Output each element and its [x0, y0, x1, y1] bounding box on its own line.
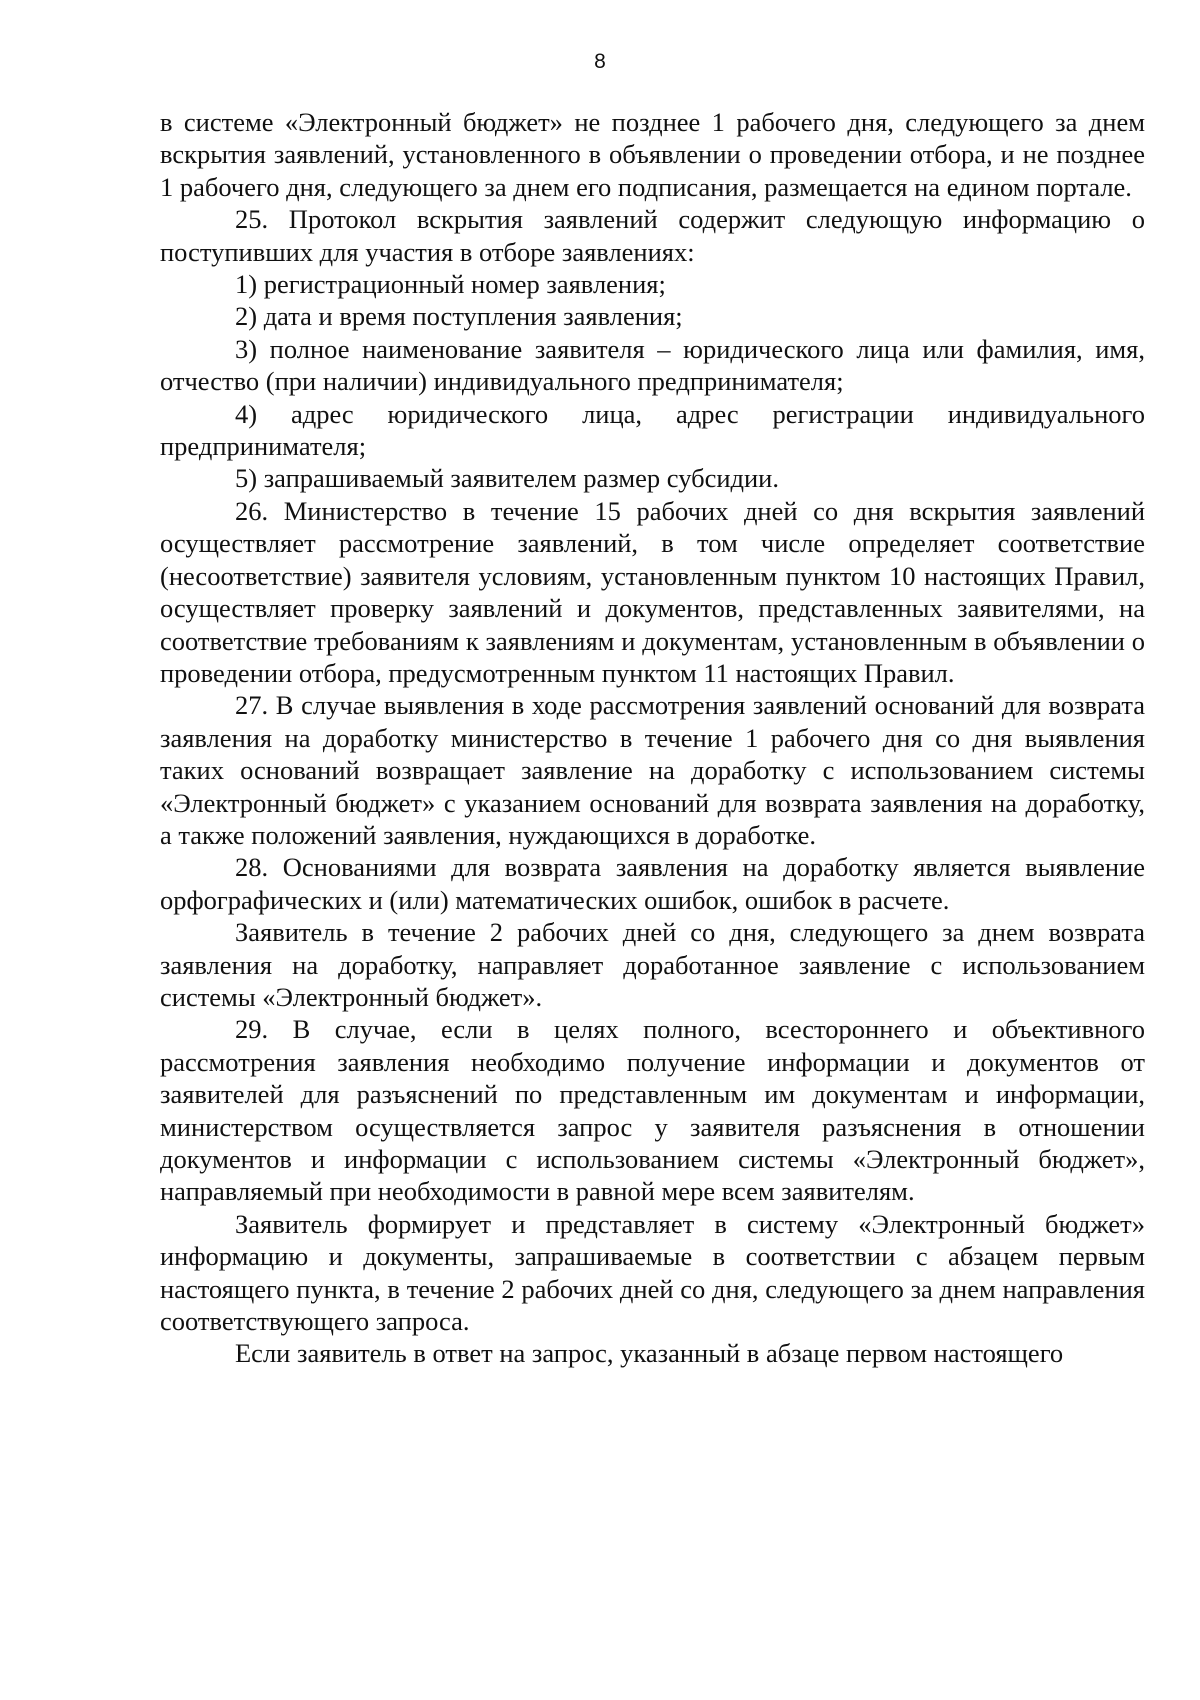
paragraph-intro-continuation: в системе «Электронный бюджет» не позднее 1 рабочего дня, следующего за днем вскрытия заявлений, установленного в объявлении о проведении отбора, и не позднее 1 рабочего дня, следующего за днем его подписания, размещается на едином портале.	[160, 107, 1145, 202]
list-item-2: 2) дата и время поступления заявления;	[235, 301, 683, 332]
paragraph-28-applicant: Заявитель в течение 2 рабочих дней со дня, следующего за днем возврата заявления на доработку, направляет доработанное заявление с использованием системы «Электронный бюджет».	[160, 917, 1145, 1012]
list-item-3: 3) полное наименование заявителя – юридического лица или фамилия, имя, отчество (при наличии) индивидуального предпринимателя;	[160, 333, 1145, 397]
page-number: 8	[594, 50, 606, 73]
paragraph-29-response: Если заявитель в ответ на запрос, указанный в абзаце первом настоящего	[235, 1338, 1064, 1369]
list-item-4: 4) адрес юридического лица, адрес регистрации индивидуального предпринимателя;	[160, 398, 1145, 462]
paragraph-28: 28. Основаниями для возврата заявления на доработку является выявление орфографических и (или) математических ошибок, ошибок в расчете.	[160, 852, 1145, 915]
list-item-5: 5) запрашиваемый заявителем размер субсидии.	[235, 463, 779, 494]
paragraph-27: 27. В случае выявления в ходе рассмотрения заявлений оснований для возврата заявления на доработку министерство в течение 1 рабочего дня со дня выявления таких оснований возвращает заявление на доработку с использованием системы «Электронный бюджет» с указанием оснований для возврата заявления на доработку, а также положений заявления, нуждающихся в доработке.	[160, 690, 1145, 850]
paragraph-29-applicant: Заявитель формирует и представляет в систему «Электронный бюджет» информацию и документы, запрашиваемые в соответствии с абзацем первым настоящего пункта, в течение 2 рабочих дней со дня, следующего за днем направления соответствующего запроса.	[160, 1208, 1145, 1337]
list-item-1: 1) регистрационный номер заявления;	[235, 269, 666, 300]
paragraph-26: 26. Министерство в течение 15 рабочих дней со дня вскрытия заявлений осуществляет рассмотрение заявлений, в том числе определяет соответствие (несоответствие) заявителя условиям, установленным пунктом 10 настоящих Правил, осуществляет проверку заявлений и документов, представленных заявителями, на соответствие требованиям к заявлениям и документам, установленным в объявлении о проведении отбора, предусмотренным пунктом 11 настоящих Правил.	[160, 495, 1145, 688]
document-body	[160, 106, 1145, 1370]
paragraph-25: 25. Протокол вскрытия заявлений содержит следующую информацию о поступивших для участия в отборе заявлениях:	[160, 204, 1145, 267]
paragraph-29: 29. В случае, если в целях полного, всестороннего и объективного рассмотрения заявления необходимо получение информации и документов от заявителей для разъяснений по представленным им документам и информации, министерством осуществляется запрос у заявителя разъяснения в отношении документов и информации с использованием системы «Электронный бюджет», направляемый при необходимости в равной мере всем заявителям.	[160, 1014, 1145, 1207]
